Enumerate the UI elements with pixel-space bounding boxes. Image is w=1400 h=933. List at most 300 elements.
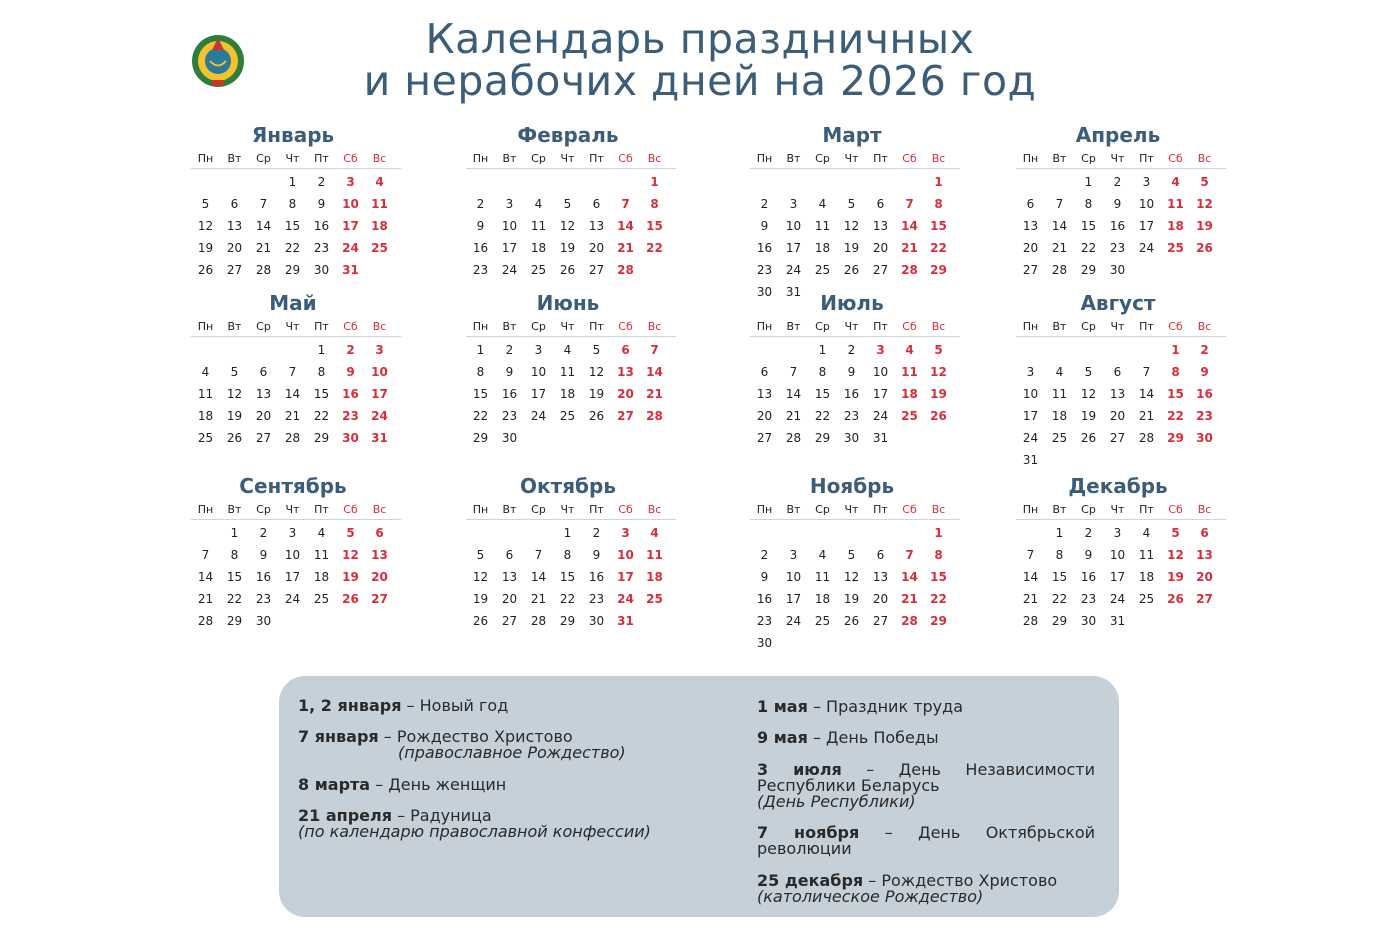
day-cell: 9 [1084, 548, 1093, 562]
day-cell: 1 [934, 526, 943, 540]
holiday-name: – День Независимости Республики Беларусь [757, 760, 1095, 795]
weekday-label: Чт [560, 319, 575, 333]
weekday-label: Чт [285, 151, 300, 165]
day-cell: 16 [756, 592, 773, 606]
month-block [750, 124, 960, 303]
holiday-note: (День Республики) [757, 792, 916, 811]
day-cell: 11 [1138, 548, 1155, 562]
day-cell: 27 [501, 614, 518, 628]
day-cell: 20 [1196, 570, 1213, 584]
weekday-header [191, 499, 401, 520]
weekday-label: Пн [472, 502, 489, 516]
day-cell: 22 [930, 241, 947, 255]
day-cell: 30 [1080, 614, 1097, 628]
weekday-label: Вт [786, 151, 801, 165]
weekday-header [466, 316, 676, 337]
day-cell: 20 [255, 409, 272, 423]
empty-cell [1103, 339, 1132, 361]
day-cell: 3 [534, 343, 543, 357]
weekday-header [466, 499, 676, 520]
month-block [466, 124, 676, 281]
day-cell: 10 [371, 365, 388, 379]
day-cell: 11 [901, 365, 918, 379]
day-cell: 10 [530, 365, 547, 379]
day-cell: 12 [1167, 548, 1184, 562]
day-cell: 8 [1171, 365, 1180, 379]
day-cell: 22 [1080, 241, 1097, 255]
day-cell: 31 [371, 431, 388, 445]
day-cell: 23 [255, 592, 272, 606]
day-cell: 23 [1196, 409, 1213, 423]
days-grid [191, 339, 401, 449]
day-cell: 3 [288, 526, 297, 540]
day-cell: 6 [230, 197, 239, 211]
day-cell: 6 [592, 197, 601, 211]
day-cell: 22 [814, 409, 831, 423]
day-cell: 15 [313, 387, 330, 401]
holiday-date: 25 декабря [757, 871, 864, 890]
weekday-label: Пн [197, 502, 214, 516]
empty-cell [808, 522, 837, 544]
day-cell: 25 [371, 241, 388, 255]
month-block [191, 124, 401, 281]
day-cell: 22 [313, 409, 330, 423]
day-cell: 10 [1022, 387, 1039, 401]
day-cell: 5 [592, 343, 601, 357]
day-cell: 7 [905, 548, 914, 562]
day-cell: 18 [814, 592, 831, 606]
day-cell: 30 [756, 636, 773, 650]
day-cell: 26 [342, 592, 359, 606]
empty-cell [750, 171, 779, 193]
weekday-label: Пт [873, 151, 888, 165]
day-cell: 26 [843, 263, 860, 277]
day-cell: 1 [317, 343, 326, 357]
holiday-note: (православное Рождество) [398, 743, 626, 762]
day-cell: 16 [342, 387, 359, 401]
weekday-label: Ср [815, 151, 830, 165]
day-cell: 18 [1051, 409, 1068, 423]
day-cell: 16 [501, 387, 518, 401]
day-cell: 30 [756, 285, 773, 299]
day-cell: 10 [284, 548, 301, 562]
day-cell: 11 [371, 197, 388, 211]
day-cell: 16 [843, 387, 860, 401]
day-cell: 21 [1051, 241, 1068, 255]
day-cell: 19 [930, 387, 947, 401]
day-cell: 5 [1200, 175, 1209, 189]
day-cell: 17 [785, 592, 802, 606]
holiday-name: – Праздник труда [807, 697, 964, 716]
day-cell: 15 [284, 219, 301, 233]
weekday-label: Сб [902, 319, 917, 333]
day-cell: 14 [255, 219, 272, 233]
holiday-labour-day [757, 699, 1097, 715]
empty-cell [895, 522, 924, 544]
day-cell: 19 [226, 409, 243, 423]
day-cell: 23 [756, 614, 773, 628]
weekday-label: Пт [1139, 151, 1154, 165]
day-cell: 13 [1109, 387, 1126, 401]
day-cell: 1 [650, 175, 659, 189]
day-cell: 2 [505, 343, 514, 357]
empty-cell [249, 339, 278, 361]
day-cell: 18 [313, 570, 330, 584]
month-name: Май [269, 291, 317, 315]
day-cell: 4 [201, 365, 210, 379]
day-cell: 14 [646, 365, 663, 379]
day-cell: 24 [1138, 241, 1155, 255]
day-cell: 18 [197, 409, 214, 423]
weekday-label: Пт [589, 151, 604, 165]
day-cell: 9 [346, 365, 355, 379]
day-cell: 8 [476, 365, 485, 379]
empty-cell [750, 339, 779, 361]
day-cell: 4 [818, 197, 827, 211]
day-cell: 17 [785, 241, 802, 255]
day-cell: 26 [1080, 431, 1097, 445]
holiday-note: (католическое Рождество) [757, 887, 984, 906]
weekday-header [750, 499, 960, 520]
day-cell: 17 [617, 570, 634, 584]
day-cell: 22 [1167, 409, 1184, 423]
day-cell: 18 [559, 387, 576, 401]
empty-cell [553, 171, 582, 193]
day-cell: 2 [1113, 175, 1122, 189]
weekday-label: Сб [343, 502, 358, 516]
weekday-label: Пн [756, 151, 773, 165]
day-cell: 27 [588, 263, 605, 277]
empty-cell [1132, 339, 1161, 361]
holiday-womens-day [298, 777, 718, 793]
weekday-label: Чт [560, 151, 575, 165]
day-cell: 21 [901, 241, 918, 255]
day-cell: 23 [1080, 592, 1097, 606]
day-cell: 4 [534, 197, 543, 211]
day-cell: 25 [814, 614, 831, 628]
day-cell: 1 [1055, 526, 1064, 540]
weekday-label: Вт [786, 502, 801, 516]
day-cell: 31 [872, 431, 889, 445]
day-cell: 7 [1026, 548, 1035, 562]
empty-cell [895, 171, 924, 193]
day-cell: 4 [905, 343, 914, 357]
weekday-label: Чт [285, 319, 300, 333]
weekday-label: Вс [372, 502, 387, 516]
day-cell: 8 [563, 548, 572, 562]
holiday-date: 21 апреля [298, 806, 392, 825]
day-cell: 11 [1167, 197, 1184, 211]
day-cell: 30 [342, 431, 359, 445]
day-cell: 27 [872, 263, 889, 277]
weekday-label: Чт [1110, 151, 1125, 165]
weekday-label: Чт [560, 502, 575, 516]
day-cell: 16 [1080, 570, 1097, 584]
day-cell: 3 [346, 175, 355, 189]
day-cell: 16 [472, 241, 489, 255]
day-cell: 15 [930, 570, 947, 584]
day-cell: 25 [559, 409, 576, 423]
weekday-label: Пн [756, 502, 773, 516]
day-cell: 11 [559, 365, 576, 379]
empty-cell [524, 522, 553, 544]
day-cell: 12 [226, 387, 243, 401]
day-cell: 22 [1051, 592, 1068, 606]
day-cell: 31 [617, 614, 634, 628]
day-cell: 2 [476, 197, 485, 211]
day-cell: 22 [284, 241, 301, 255]
day-cell: 15 [559, 570, 576, 584]
day-cell: 13 [872, 570, 889, 584]
day-cell: 10 [785, 219, 802, 233]
day-cell: 28 [255, 263, 272, 277]
day-cell: 16 [1196, 387, 1213, 401]
weekday-label: Вс [372, 151, 387, 165]
day-cell: 21 [1138, 409, 1155, 423]
day-cell: 26 [197, 263, 214, 277]
day-cell: 13 [756, 387, 773, 401]
day-cell: 18 [1138, 570, 1155, 584]
day-cell: 25 [530, 263, 547, 277]
holiday-radunitsa [298, 808, 728, 840]
day-cell: 29 [226, 614, 243, 628]
weekday-label: Вт [1052, 319, 1067, 333]
day-cell: 5 [847, 548, 856, 562]
day-cell: 29 [472, 431, 489, 445]
weekday-label: Вт [227, 319, 242, 333]
title-line-1: Календарь праздничных [425, 15, 975, 63]
weekday-label: Чт [1110, 502, 1125, 516]
day-cell: 16 [1109, 219, 1126, 233]
day-cell: 29 [559, 614, 576, 628]
day-cell: 26 [843, 614, 860, 628]
day-cell: 8 [230, 548, 239, 562]
day-cell: 29 [1167, 431, 1184, 445]
day-cell: 15 [1167, 387, 1184, 401]
day-cell: 7 [201, 548, 210, 562]
day-cell: 2 [760, 548, 769, 562]
day-cell: 30 [313, 263, 330, 277]
day-cell: 28 [785, 431, 802, 445]
days-grid [191, 522, 401, 632]
day-cell: 12 [342, 548, 359, 562]
day-cell: 16 [255, 570, 272, 584]
weekday-label: Пт [873, 319, 888, 333]
weekday-label: Пт [1139, 502, 1154, 516]
day-cell: 23 [313, 241, 330, 255]
day-cell: 30 [501, 431, 518, 445]
day-cell: 20 [588, 241, 605, 255]
empty-cell [220, 339, 249, 361]
day-cell: 23 [843, 409, 860, 423]
day-cell: 13 [872, 219, 889, 233]
month-name: Июнь [536, 291, 600, 315]
weekday-label: Пн [1022, 151, 1039, 165]
day-cell: 3 [1113, 526, 1122, 540]
day-cell: 5 [563, 197, 572, 211]
month-block [1016, 292, 1226, 471]
weekday-label: Вт [786, 319, 801, 333]
day-cell: 16 [756, 241, 773, 255]
day-cell: 12 [843, 570, 860, 584]
weekday-label: Вс [1197, 502, 1212, 516]
day-cell: 4 [1171, 175, 1180, 189]
day-cell: 21 [197, 592, 214, 606]
day-cell: 25 [197, 431, 214, 445]
day-cell: 21 [646, 387, 663, 401]
day-cell: 18 [814, 241, 831, 255]
day-cell: 17 [872, 387, 889, 401]
weekday-label: Сб [902, 502, 917, 516]
day-cell: 3 [505, 197, 514, 211]
day-cell: 4 [317, 526, 326, 540]
day-cell: 9 [847, 365, 856, 379]
day-cell: 4 [1055, 365, 1064, 379]
days-grid [191, 171, 401, 281]
day-cell: 25 [313, 592, 330, 606]
day-cell: 7 [1142, 365, 1151, 379]
day-cell: 12 [1080, 387, 1097, 401]
day-cell: 7 [789, 365, 798, 379]
weekday-label: Пн [197, 319, 214, 333]
day-cell: 30 [255, 614, 272, 628]
day-cell: 23 [501, 409, 518, 423]
day-cell: 24 [501, 263, 518, 277]
month-name: Январь [251, 123, 335, 147]
empty-cell [779, 522, 808, 544]
day-cell: 7 [1055, 197, 1064, 211]
day-cell: 30 [588, 614, 605, 628]
weekday-label: Чт [844, 151, 859, 165]
weekday-label: Пн [1022, 502, 1039, 516]
weekday-label: Вс [931, 502, 946, 516]
weekday-label: Пт [589, 502, 604, 516]
day-cell: 12 [559, 219, 576, 233]
day-cell: 11 [814, 570, 831, 584]
days-grid [466, 171, 676, 281]
day-cell: 4 [1142, 526, 1151, 540]
day-cell: 21 [1022, 592, 1039, 606]
day-cell: 30 [1109, 263, 1126, 277]
day-cell: 14 [1138, 387, 1155, 401]
holiday-independence-day [757, 762, 1095, 810]
day-cell: 20 [501, 592, 518, 606]
holiday-date: 7 ноября [757, 823, 860, 842]
day-cell: 9 [259, 548, 268, 562]
day-cell: 20 [872, 592, 889, 606]
day-cell: 21 [901, 592, 918, 606]
day-cell: 25 [646, 592, 663, 606]
day-cell: 4 [375, 175, 384, 189]
weekday-label: Вс [647, 151, 662, 165]
day-cell: 26 [930, 409, 947, 423]
holiday-note: (по календарю православной конфессии) [298, 822, 651, 841]
day-cell: 5 [201, 197, 210, 211]
empty-cell [837, 522, 866, 544]
weekday-label: Ср [531, 319, 546, 333]
weekday-label: Сб [1168, 319, 1183, 333]
empty-cell [278, 339, 307, 361]
day-cell: 27 [226, 263, 243, 277]
empty-cell [779, 339, 808, 361]
empty-cell [1016, 339, 1045, 361]
day-cell: 14 [1051, 219, 1068, 233]
empty-cell [866, 171, 895, 193]
weekday-label: Пт [314, 319, 329, 333]
day-cell: 26 [588, 409, 605, 423]
empty-cell [611, 171, 640, 193]
day-cell: 6 [760, 365, 769, 379]
day-cell: 12 [1196, 197, 1213, 211]
day-cell: 31 [342, 263, 359, 277]
day-cell: 28 [1051, 263, 1068, 277]
day-cell: 15 [226, 570, 243, 584]
day-cell: 8 [818, 365, 827, 379]
days-grid [1016, 171, 1226, 281]
day-cell: 7 [259, 197, 268, 211]
day-cell: 29 [313, 431, 330, 445]
day-cell: 2 [592, 526, 601, 540]
day-cell: 2 [317, 175, 326, 189]
weekday-label: Вт [1052, 502, 1067, 516]
day-cell: 3 [375, 343, 384, 357]
weekday-label: Сб [343, 319, 358, 333]
empty-cell [866, 522, 895, 544]
day-cell: 2 [760, 197, 769, 211]
day-cell: 4 [818, 548, 827, 562]
day-cell: 28 [646, 409, 663, 423]
day-cell: 26 [1167, 592, 1184, 606]
weekday-label: Пт [314, 151, 329, 165]
weekday-label: Сб [618, 151, 633, 165]
day-cell: 24 [284, 592, 301, 606]
day-cell: 13 [588, 219, 605, 233]
day-cell: 17 [1022, 409, 1039, 423]
day-cell: 13 [255, 387, 272, 401]
day-cell: 19 [342, 570, 359, 584]
day-cell: 23 [756, 263, 773, 277]
day-cell: 1 [230, 526, 239, 540]
weekday-label: Ср [815, 319, 830, 333]
day-cell: 19 [1196, 219, 1213, 233]
day-cell: 27 [756, 431, 773, 445]
day-cell: 1 [563, 526, 572, 540]
holiday-victory-day [757, 730, 1097, 746]
holiday-date: 1, 2 января [298, 696, 402, 715]
empty-cell [1074, 339, 1103, 361]
day-cell: 24 [617, 592, 634, 606]
day-cell: 24 [785, 263, 802, 277]
day-cell: 15 [1051, 570, 1068, 584]
month-block [466, 475, 676, 632]
weekday-label: Вс [647, 319, 662, 333]
month-name: Февраль [517, 123, 619, 147]
weekday-label: Вс [1197, 151, 1212, 165]
days-grid [750, 522, 960, 654]
day-cell: 7 [621, 197, 630, 211]
day-cell: 20 [1022, 241, 1039, 255]
empty-cell [191, 171, 220, 193]
month-block [1016, 124, 1226, 281]
day-cell: 8 [288, 197, 297, 211]
weekday-header [750, 316, 960, 337]
month-name: Март [822, 123, 882, 147]
empty-cell [808, 171, 837, 193]
weekday-label: Вт [1052, 151, 1067, 165]
day-cell: 29 [284, 263, 301, 277]
day-cell: 1 [476, 343, 485, 357]
weekday-label: Сб [1168, 502, 1183, 516]
